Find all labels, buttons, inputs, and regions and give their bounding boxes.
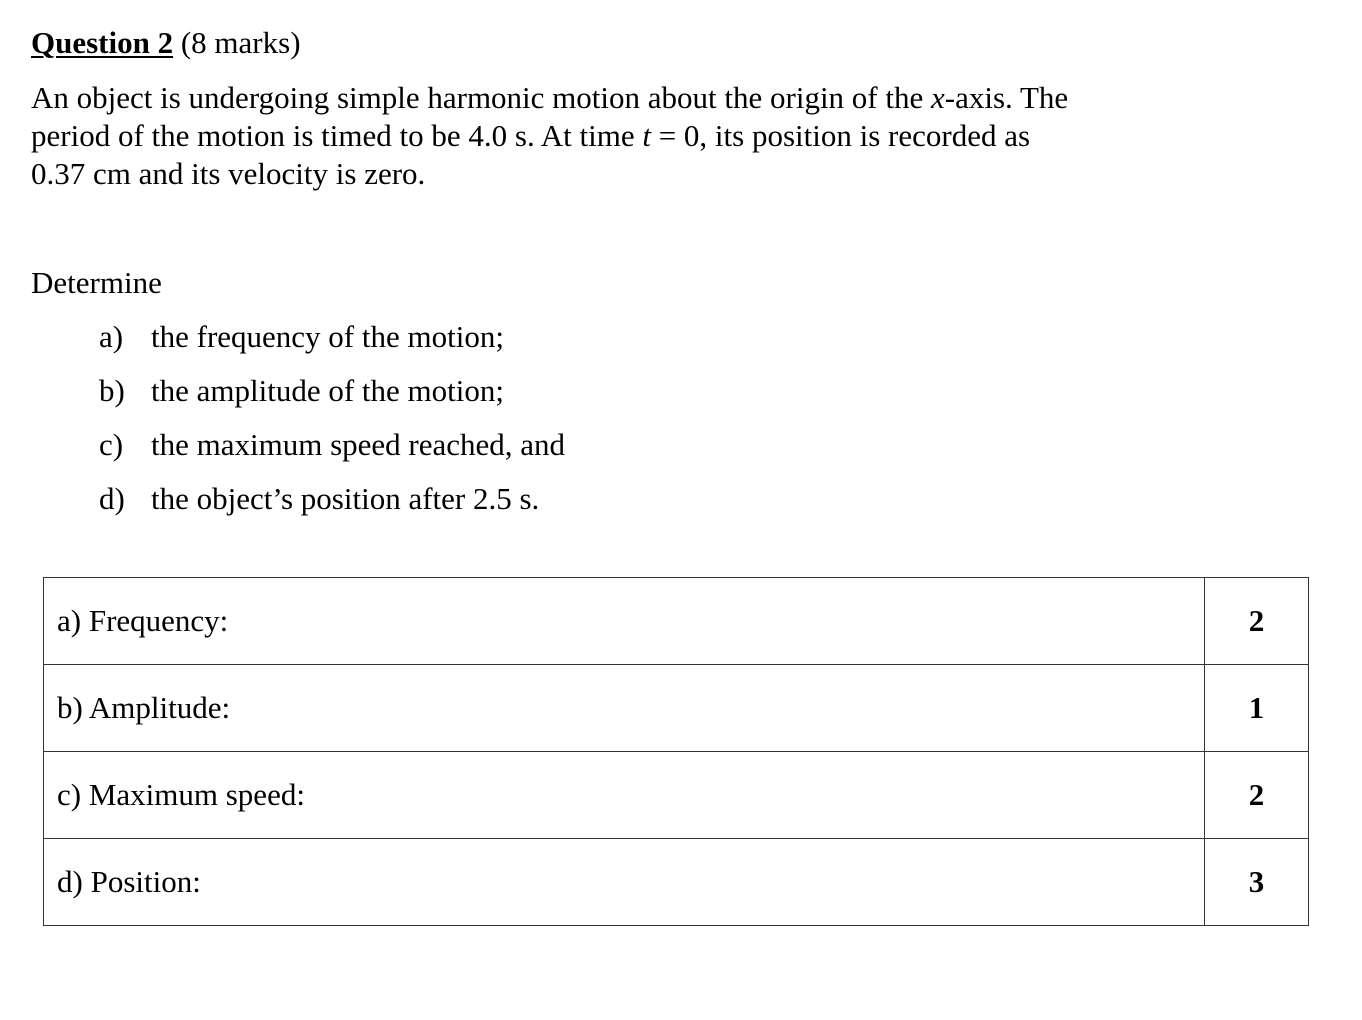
answer-row-maximum-speed — [44, 752, 1309, 839]
answer-row-position — [44, 839, 1309, 926]
instruction-text: Determine — [31, 265, 162, 300]
sub-question-text: the maximum speed reached, and — [151, 427, 566, 462]
sub-question-text: the frequency of the motion; — [151, 319, 504, 354]
sub-question-letter: d) — [99, 481, 125, 516]
sub-question-letter: c) — [99, 427, 124, 462]
marks-cell: 2 — [1205, 752, 1309, 839]
question-marks: (8 marks) — [180, 25, 301, 60]
intro-text: An object is undergoing simple harmonic motion about the origin of the — [31, 80, 931, 115]
marks-cell: 2 — [1205, 578, 1309, 665]
question-intro — [31, 79, 1231, 193]
sub-question-text: the amplitude of the motion; — [151, 373, 504, 408]
answer-row-frequency — [44, 578, 1309, 665]
sub-question-text: the object’s position after 2.5 s. — [151, 481, 540, 516]
sub-question-list — [99, 318, 565, 534]
sub-question-d — [99, 480, 565, 534]
answer-cell-position[interactable]: d) Position: — [44, 839, 1205, 926]
variable-t: t — [642, 118, 651, 153]
answer-cell-frequency[interactable]: a) Frequency: — [44, 578, 1205, 665]
intro-text: -axis. The — [944, 80, 1069, 115]
marks-cell: 3 — [1205, 839, 1309, 926]
sub-question-b — [99, 372, 565, 426]
intro-line-2 — [31, 117, 1231, 155]
intro-line-3: 0.37 cm and its velocity is zero. — [31, 156, 426, 191]
answer-table — [43, 577, 1309, 926]
sub-question-letter: b) — [99, 373, 125, 408]
answer-row-amplitude — [44, 665, 1309, 752]
sub-question-letter: a) — [99, 319, 124, 354]
intro-line-1 — [31, 79, 1231, 117]
question-label: Question 2 — [31, 25, 174, 60]
answer-cell-maximum-speed[interactable]: c) Maximum speed: — [44, 752, 1205, 839]
marks-cell: 1 — [1205, 665, 1309, 752]
variable-x: x — [931, 80, 945, 115]
question-heading — [31, 24, 301, 62]
sub-question-a — [99, 318, 565, 372]
answer-cell-amplitude[interactable]: b) Amplitude: — [44, 665, 1205, 752]
sub-question-c — [99, 426, 565, 480]
intro-text: = 0, its position is recorded as — [650, 118, 1031, 153]
intro-text: period of the motion is timed to be 4.0 s. At time — [31, 118, 643, 153]
